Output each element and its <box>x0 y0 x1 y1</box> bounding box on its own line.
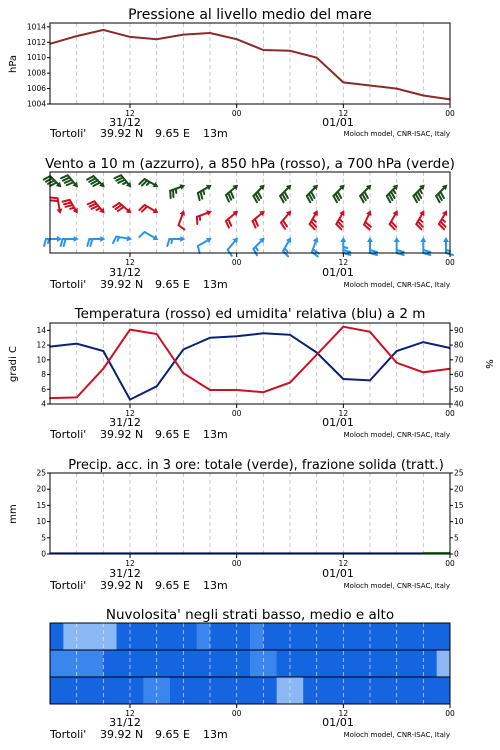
wind-barb <box>61 175 78 187</box>
cloud-title: Nuvolosita' negli strati basso, medio e alto <box>105 607 395 623</box>
rh-ylabel: % <box>483 359 494 369</box>
x-tick-label: 00 <box>231 258 242 267</box>
temp-point <box>396 362 398 364</box>
barb-feather <box>397 250 404 252</box>
y-tick-label: 40 <box>454 399 464 409</box>
x-tick-label: 00 <box>445 709 455 718</box>
wind-barb <box>439 210 447 229</box>
station-name: Tortoli' <box>50 728 87 741</box>
pressure-point <box>396 88 398 90</box>
wind-barb <box>416 210 424 229</box>
barb-feather <box>198 246 200 253</box>
rh-point <box>396 350 398 352</box>
barb-feather <box>173 190 174 197</box>
cloud-footer <box>49 716 450 741</box>
cloud-cell <box>250 623 263 650</box>
y-tick-label: 25 <box>454 468 464 478</box>
cloud-cell <box>277 650 437 677</box>
station-lon: 9.65 E <box>155 728 190 741</box>
station-alt: 13m <box>203 428 228 441</box>
credit: Moloch model, CNR-ISAC, Italy <box>343 731 450 739</box>
rh-point <box>183 349 185 351</box>
precip-grid <box>77 473 424 554</box>
y-tick-label: 90 <box>454 325 464 335</box>
wind-barb <box>61 236 79 246</box>
x-tick-label: 00 <box>445 409 455 418</box>
station-name: Tortoli' <box>50 127 87 140</box>
pressure-point <box>156 38 158 40</box>
barb-feather <box>64 202 71 204</box>
barb-half-feather <box>393 190 395 194</box>
precip-footer <box>49 567 450 592</box>
rh-point <box>209 337 211 339</box>
wind-barb <box>364 210 371 229</box>
precip-title: Precip. acc. in 3 ore: totale (verde), frazione solida (tratt.) <box>68 458 444 473</box>
date-01-01: 01/01 <box>322 416 354 429</box>
wind-barb <box>367 237 377 255</box>
y-tick-label: 1010 <box>26 53 46 63</box>
barb-feather <box>200 192 202 199</box>
x-tick-label: 12 <box>125 559 135 568</box>
y-tick-label: 1008 <box>26 68 46 78</box>
wind-barb <box>179 210 186 229</box>
wind-barb <box>87 236 105 246</box>
y-tick-label: 10 <box>36 355 46 365</box>
y-tick-label: 60 <box>454 370 464 380</box>
barb-feather <box>63 200 70 202</box>
barb-feather <box>167 239 169 246</box>
x-tick-label: 12 <box>125 258 135 267</box>
station-lon: 9.65 E <box>155 127 190 140</box>
cloud-cell <box>170 677 277 704</box>
wind-barb <box>139 232 158 240</box>
precip-ylabel: mm <box>8 504 19 524</box>
panel-wind <box>44 156 455 291</box>
y-tick-label: 1012 <box>26 37 46 47</box>
barb-head <box>180 236 185 242</box>
wind-barb <box>44 236 62 246</box>
barb-feather <box>198 193 200 200</box>
temp-point <box>156 333 158 335</box>
y-tick-label: 1006 <box>26 84 46 94</box>
x-tick-label: 00 <box>231 559 242 568</box>
barb-feather <box>370 250 377 252</box>
cloud-cell <box>50 623 63 650</box>
x-tick-label: 12 <box>125 409 135 418</box>
wind-barb <box>390 210 398 229</box>
barb-feather <box>87 239 89 246</box>
barb-head <box>367 237 373 242</box>
panel-precip <box>8 458 464 592</box>
temp-point <box>423 372 425 374</box>
x-tick-label: 12 <box>125 709 135 718</box>
y-tick-label: 15 <box>36 500 46 510</box>
barb-head <box>340 237 346 242</box>
date-31-12: 31/12 <box>109 116 141 129</box>
y-tick-label: 20 <box>454 484 464 494</box>
y-tick-label: 1004 <box>26 99 46 109</box>
wind-barb <box>114 175 131 187</box>
x-tick-label: 00 <box>231 709 242 718</box>
pressure-xticks <box>125 104 455 118</box>
barb-head <box>394 237 400 242</box>
cloud-cell <box>50 677 143 704</box>
barb-feather <box>44 239 46 246</box>
barb-half-feather <box>442 219 445 222</box>
y-tick-label: 5 <box>454 533 459 543</box>
station-name: Tortoli' <box>50 428 87 441</box>
pressure-point <box>129 36 131 38</box>
date-01-01: 01/01 <box>322 567 354 580</box>
wind-footer <box>49 266 450 291</box>
barb-half-feather <box>147 182 150 185</box>
station-lat: 39.92 N <box>100 127 144 140</box>
temp-point <box>236 389 238 391</box>
cloud-cell <box>63 623 116 650</box>
barb-feather <box>90 239 92 246</box>
barb-half-feather <box>339 219 342 222</box>
barb-head <box>420 237 426 242</box>
station-lat: 39.92 N <box>100 728 144 741</box>
x-tick-label: 00 <box>445 109 455 118</box>
y-tick-label: 5 <box>41 533 46 543</box>
cloud-cell <box>117 623 450 650</box>
station-alt: 13m <box>203 127 228 140</box>
pressure-grid <box>77 23 424 104</box>
pressure-point <box>103 29 105 31</box>
station-lat: 39.92 N <box>100 579 144 592</box>
barb-feather <box>343 250 350 252</box>
wind-xticks <box>125 253 455 267</box>
cloud-cell <box>303 677 450 704</box>
pressure-yticks <box>27 22 50 108</box>
wind-barb <box>443 237 453 255</box>
barb-half-feather <box>446 250 450 251</box>
cloud-xticks <box>125 704 455 718</box>
y-tick-label: 10 <box>36 517 46 527</box>
temp-title: Temperatura (rosso) ed umidita' relativa (blu) a 2 m <box>74 306 426 322</box>
y-tick-label: 8 <box>41 370 46 380</box>
barb-feather <box>113 237 116 244</box>
barb-head <box>74 236 79 242</box>
pressure-title: Pressione al livello medio del mare <box>128 7 372 23</box>
precip-frame <box>50 473 450 554</box>
wind-barb <box>88 201 105 213</box>
y-tick-label: 80 <box>454 340 464 350</box>
date-01-01: 01/01 <box>322 116 354 129</box>
y-tick-label: 0 <box>41 549 46 559</box>
barb-half-feather <box>256 247 258 251</box>
pressure-point <box>343 82 345 84</box>
station-lat: 39.92 N <box>100 278 144 291</box>
date-31-12: 31/12 <box>109 567 141 580</box>
temp-xticks <box>125 404 455 418</box>
station-name: Tortoli' <box>50 278 87 291</box>
pressure-points <box>49 29 451 100</box>
rh-point <box>316 352 318 354</box>
rh-point <box>236 335 238 337</box>
barb-feather <box>50 197 57 198</box>
barb-feather <box>139 232 144 237</box>
station-alt: 13m <box>203 728 228 741</box>
temp-point <box>369 331 371 333</box>
temp-point <box>103 368 105 370</box>
y-tick-label: 15 <box>454 500 464 510</box>
station-lon: 9.65 E <box>155 428 190 441</box>
wind-barb <box>420 237 430 255</box>
rh-point <box>423 341 425 343</box>
precip-yticks-right <box>450 469 464 559</box>
barb-feather <box>66 205 73 207</box>
wind-barb <box>336 210 344 229</box>
credit: Moloch model, CNR-ISAC, Italy <box>343 130 450 138</box>
pressure-point <box>289 50 291 52</box>
cloud-cell <box>197 623 210 650</box>
rh-yticks <box>450 326 464 409</box>
rh-point <box>263 333 265 335</box>
y-tick-label: 70 <box>454 355 464 365</box>
date-01-01: 01/01 <box>322 716 354 729</box>
pressure-point <box>183 34 185 36</box>
station-lat: 39.92 N <box>100 428 144 441</box>
rh-point <box>156 386 158 388</box>
barb-half-feather <box>96 208 100 210</box>
barb-half-feather <box>420 190 422 194</box>
x-tick-label: 12 <box>125 109 135 118</box>
station-lon: 9.65 E <box>155 278 190 291</box>
panel-clouds <box>49 607 455 741</box>
precip-yticks <box>36 469 50 559</box>
wind-frame <box>50 172 450 253</box>
wind-barb <box>167 236 185 246</box>
y-tick-label: 4 <box>41 399 46 409</box>
y-tick-label: 20 <box>36 484 46 494</box>
station-alt: 13m <box>203 579 228 592</box>
x-tick-label: 12 <box>338 559 349 568</box>
panel-temperature <box>8 306 494 441</box>
x-tick-label: 12 <box>338 258 349 267</box>
barb-half-feather <box>48 239 49 243</box>
wind-barb <box>44 176 62 187</box>
temp-point <box>76 397 78 399</box>
barb-feather <box>170 191 171 198</box>
rh-point <box>76 343 78 345</box>
y-tick-label: 6 <box>41 384 46 394</box>
temp-point <box>183 372 185 374</box>
pressure-point <box>76 35 78 37</box>
barb-head <box>100 236 105 242</box>
barb-feather <box>197 217 198 224</box>
barb-half-feather <box>123 182 127 184</box>
barb-feather <box>61 239 63 246</box>
barb-head <box>443 237 449 242</box>
cloud-cell <box>437 650 450 677</box>
barb-head <box>127 236 133 242</box>
barb-feather <box>51 200 58 201</box>
temp-footer <box>49 416 450 441</box>
rh-line <box>50 333 450 399</box>
credit: Moloch model, CNR-ISAC, Italy <box>343 582 450 590</box>
wind-barb <box>436 185 447 203</box>
x-tick-label: 00 <box>445 559 455 568</box>
barb-feather <box>64 239 66 246</box>
temp-point <box>316 354 318 356</box>
pressure-point <box>423 95 425 97</box>
cloud-cell <box>103 650 250 677</box>
barb-half-feather <box>343 247 347 248</box>
rh-point <box>369 380 371 382</box>
credit: Moloch model, CNR-ISAC, Italy <box>343 281 450 289</box>
wind-barb <box>87 176 105 187</box>
x-tick-label: 12 <box>338 409 349 418</box>
barb-half-feather <box>70 208 74 209</box>
y-tick-label: 25 <box>36 468 46 478</box>
wind-barb <box>312 237 319 256</box>
rh-point <box>129 399 131 401</box>
barb-half-feather <box>313 219 316 222</box>
wind-barb <box>50 197 62 214</box>
temp-point <box>263 391 265 393</box>
rh-point <box>289 334 291 336</box>
y-tick-label: 1014 <box>26 22 46 32</box>
wind-barb <box>340 237 350 255</box>
wind-title: Vento a 10 m (azzurro), a 850 hPa (rosso), a 700 hPa (verde) <box>45 156 455 172</box>
wind-barb <box>113 203 131 213</box>
temp-ylabel: gradi C <box>8 346 19 382</box>
pressure-line <box>50 30 450 100</box>
temp-yticks <box>36 326 50 409</box>
date-31-12: 31/12 <box>109 416 141 429</box>
wind-barb <box>253 211 265 228</box>
temp-point <box>129 329 131 331</box>
y-tick-label: 0 <box>454 549 459 559</box>
x-tick-label: 00 <box>231 109 242 118</box>
temp-point <box>289 382 291 384</box>
y-tick-label: 10 <box>454 517 464 527</box>
y-tick-label: 50 <box>454 384 464 394</box>
station-name: Tortoli' <box>50 579 87 592</box>
wind-barb <box>139 179 158 187</box>
wind-barb <box>226 211 238 228</box>
rh-point <box>343 378 345 380</box>
barb-half-feather <box>285 249 288 252</box>
panel-pressure <box>8 7 455 140</box>
barb-feather <box>179 225 185 229</box>
rh-point <box>103 350 105 352</box>
barb-half-feather <box>419 219 422 222</box>
pressure-point <box>209 32 211 34</box>
wind-barb <box>394 237 404 255</box>
pressure-footer <box>49 116 450 140</box>
barb-feather <box>423 250 430 252</box>
y-tick-label: 14 <box>36 325 46 335</box>
barb-half-feather <box>171 239 172 243</box>
temp-point <box>343 326 345 328</box>
date-01-01: 01/01 <box>322 266 354 279</box>
wind-barb <box>139 205 158 213</box>
date-31-12: 31/12 <box>109 266 141 279</box>
wind-barb <box>281 211 291 229</box>
wind-barb <box>198 185 212 200</box>
pressure-frame <box>50 23 450 104</box>
wind-barb <box>113 236 132 244</box>
temp-point <box>209 389 211 391</box>
pressure-point <box>316 57 318 59</box>
pressure-point <box>369 85 371 87</box>
wind-barbs <box>44 175 453 256</box>
wind-barb <box>63 200 78 214</box>
pressure-point <box>236 38 238 40</box>
y-tick-label: 12 <box>36 340 46 350</box>
station-lon: 9.65 E <box>155 579 190 592</box>
pressure-point <box>263 49 265 51</box>
barb-half-feather <box>203 190 204 194</box>
date-31-12: 31/12 <box>109 716 141 729</box>
barb-head <box>57 209 63 215</box>
wind-barb <box>310 210 318 229</box>
precip-xticks <box>125 554 455 568</box>
x-tick-label: 12 <box>338 709 349 718</box>
cloud-cells <box>50 623 450 704</box>
station-alt: 13m <box>203 278 228 291</box>
x-tick-label: 00 <box>445 258 455 267</box>
x-tick-label: 12 <box>338 109 349 118</box>
pressure-ylabel: hPa <box>8 54 19 74</box>
x-tick-label: 00 <box>231 409 242 418</box>
credit: Moloch model, CNR-ISAC, Italy <box>343 431 450 439</box>
